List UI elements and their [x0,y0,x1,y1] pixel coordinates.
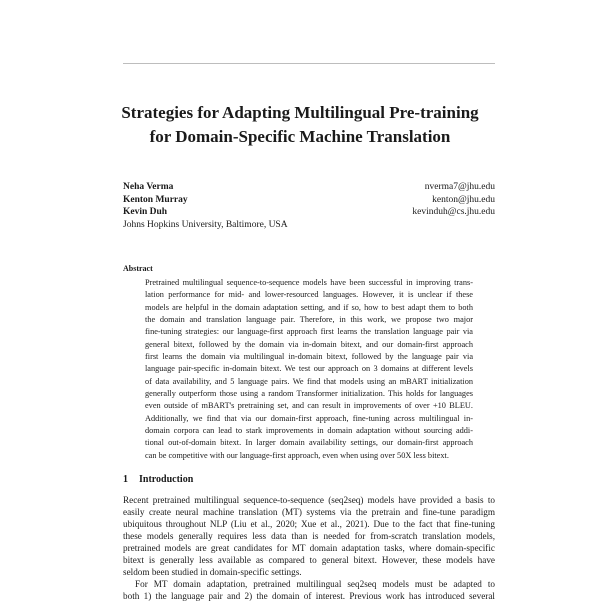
text-line: even outside of mBART's pretraining set, and can result in improvements of over +10 BLEU. [145,401,473,411]
text-line: pretrained models are great candidates for MT domain adaptation tasks, where domain-specific [123,543,495,554]
text-line: fine-tuning strategies: our language-first approach first learns the translation language pair via [145,327,473,337]
title-line-1: Strategies for Adapting Multilingual Pre-training [121,103,479,122]
text-line: Pretrained multilingual sequence-to-sequence models have been successful in improving trans- [145,278,473,287]
text-line: can be competitive with our language-first approach, even when using over 50X less bitext. [145,450,449,460]
text-line: easily create neural machine translation (MT) systems via the pretrain and fine-tune paradigm [123,507,495,518]
text-line: tional out-of-domain bitext. In larger domain availability settings, our domain-first approach [145,438,473,448]
author-email: kevinduh@cs.jhu.edu [412,207,495,217]
abstract-heading: Abstract [123,264,153,273]
section-heading [123,474,193,486]
text-line: lation performance for mid- and lower-resourced languages. However, it is unclear if these [145,290,473,300]
author-email: kenton@jhu.edu [432,194,495,205]
section-number: 1 [123,474,128,485]
text-line: ubiquitous throughout NLP (Liu et al., 2020; Xue et al., 2021). Due to the fact that fine-tuning [123,519,495,530]
text-line: first learns the domain via multilingual in-domain bitext, followed by the language pair via [145,351,473,361]
text-line: Recent pretrained multilingual sequence-to-sequence (seq2seq) models have provided a basis to [123,495,495,505]
author-email: nverma7@jhu.edu [424,182,495,192]
author-affiliation: Johns Hopkins University, Baltimore, USA [123,219,288,230]
text-line: these models generally requires less data than is needed for from-scratch translation models, [123,531,495,542]
text-line: For MT domain adaptation, pretrained multilingual seq2seq models must be adapted to [135,579,495,590]
author-block [123,181,288,231]
top-rule [123,63,495,64]
text-line: seldom been studied in domain-specific settings. [123,567,302,578]
introduction-body [123,494,495,602]
title-line-2: for Domain-Specific Machine Translation [149,127,451,146]
author-name: Neha Verma [123,182,174,192]
text-line: bitext is generally less available as compared to general bitext. However, these models have [123,555,495,566]
author-name: Kevin Duh [123,207,168,217]
paper-title [100,101,500,149]
author-emails [412,181,495,219]
text-line: generally outperform those using a random Transformer initialization. This holds for languages [145,388,473,398]
text-line: the domain and translation language pair. Therefore, in this work, we propose two major [145,314,473,324]
text-line: both 1) the language pair and 2) the domain of interest. Previous work has introduced several [123,591,495,602]
text-line: general bitext, followed by the domain via in-domain bitext, and our domain-first approach [145,339,473,349]
text-line: of data availability, and 5 language pairs. We find that models using an mBART initialization [145,376,473,386]
text-line: Additionally, we find that via our domain-first approach, fine-tuning across multilingual in- [145,413,473,423]
section-title: Introduction [139,474,194,485]
text-line: models are helpful in the domain adaptation setting, and if so, how to best adapt them to both [145,302,473,312]
abstract-body [145,277,473,462]
text-line: language pair-specific in-domain bitext. We test our approach on 3 domains at different levels [145,364,473,374]
author-name: Kenton Murray [123,194,188,205]
text-line: domain corpora can lead to stark improvements in domain adaptation without sourcing addi- [145,425,473,435]
